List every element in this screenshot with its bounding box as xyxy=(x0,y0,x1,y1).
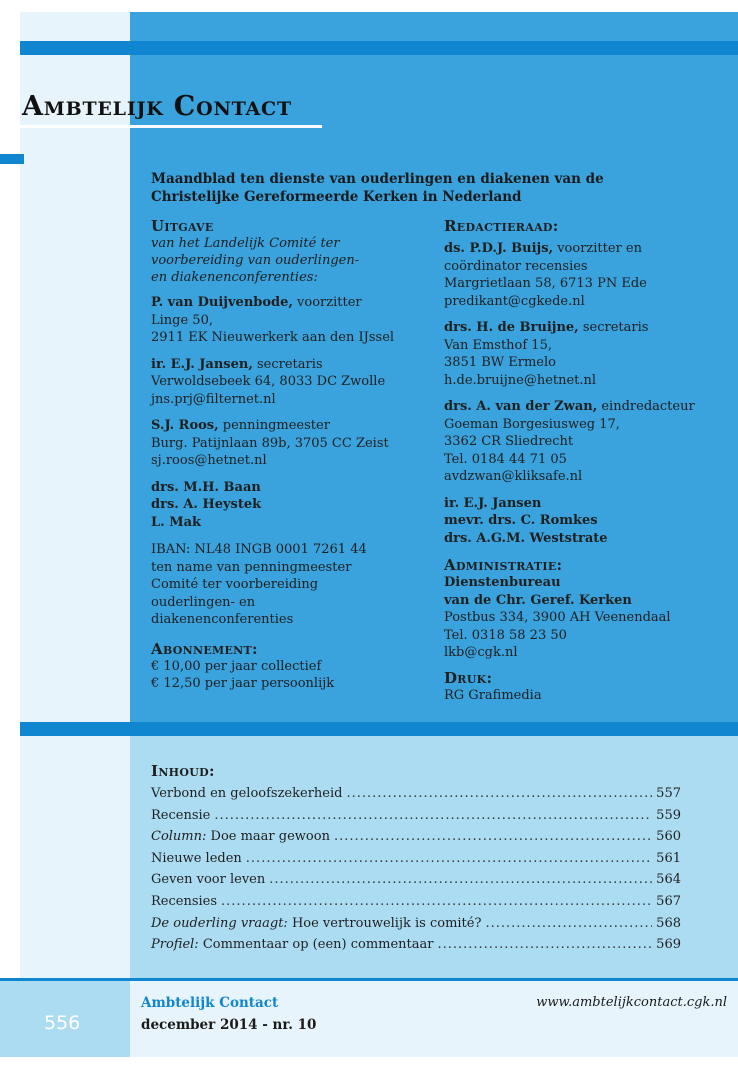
toc-page-number: 557 xyxy=(656,786,681,801)
uitgave-intro-line: van het Landelijk Comité ter xyxy=(151,236,340,251)
contact-role: penningmeester xyxy=(218,418,330,433)
member-name: drs. A. Heystek xyxy=(151,497,262,512)
druk-section xyxy=(444,670,734,705)
druk-line: RG Grafimedia xyxy=(444,687,542,703)
administratie-email: lkb@cgk.nl xyxy=(444,645,518,660)
contact-role: voorzitter en xyxy=(553,241,642,256)
iban-line: ouderlingen- en xyxy=(151,594,256,610)
contact-line: Van Emsthof 15, xyxy=(444,337,552,353)
redactieraad-heading: Redactieraad: xyxy=(444,217,559,235)
toc-entry-text: Nieuwe leden xyxy=(151,850,242,866)
toc-leader-dots xyxy=(246,848,652,870)
contact-line: Margrietlaan 58, 6713 PN Ede xyxy=(444,276,647,291)
toc-page-number: 560 xyxy=(656,829,681,845)
contact-email: avdzwan@kliksafe.nl xyxy=(444,469,583,484)
uitgave-heading: Uitgave xyxy=(151,217,214,235)
toc-leader-dots xyxy=(346,783,652,805)
contact-line: coördinator recensies xyxy=(444,258,588,274)
contact-block xyxy=(444,319,734,389)
toc-entry[interactable] xyxy=(151,869,681,891)
members-list xyxy=(444,495,734,548)
subtitle xyxy=(151,170,604,206)
left-accent-mark xyxy=(0,154,24,164)
toc-entry[interactable] xyxy=(151,826,681,848)
contact-email: h.de.bruijne@hetnet.nl xyxy=(444,372,597,388)
contact-role: secretaris xyxy=(578,320,649,335)
administratie-bold-line: Dienstenbureau xyxy=(444,575,561,590)
toc-entry-text: Doe maar gewoon xyxy=(206,829,330,845)
uitgave-intro-line: voorbereiding van ouderlingen- xyxy=(151,253,360,268)
contact-name: P. van Duijvenbode, xyxy=(151,295,293,310)
abonnement-section xyxy=(151,641,431,693)
toc-page-number: 567 xyxy=(656,893,681,909)
uitgave-section xyxy=(151,218,431,693)
member-name: ir. E.J. Jansen xyxy=(444,495,542,511)
contact-line: Linge 50, xyxy=(151,312,213,328)
contact-block xyxy=(444,398,734,486)
subtitle-line-1: Maandblad ten dienste van ouderlingen en diakenen van de xyxy=(151,171,604,187)
toc-entry-title xyxy=(151,805,210,827)
toc-page-number: 569 xyxy=(656,937,681,953)
contact-name: ir. E.J. Jansen, xyxy=(151,356,253,372)
contact-line: 3362 CR Sliedrecht xyxy=(444,434,574,449)
member-name: drs. A.G.M. Weststrate xyxy=(444,530,608,546)
subtitle-line-2: Christelijke Gereformeerde Kerken in Nederland xyxy=(151,189,522,205)
iban-line: ten name van penningmeester xyxy=(151,559,352,575)
uitgave-intro-line: en diakenenconferenties: xyxy=(151,270,318,285)
top-strip xyxy=(20,41,738,55)
contact-line: Goeman Borgesiusweg 17, xyxy=(444,416,620,432)
toc-entry[interactable] xyxy=(151,891,681,913)
inhoud-heading: Inhoud: xyxy=(151,762,215,780)
contact-role: voorzitter xyxy=(292,295,362,310)
toc-entry[interactable] xyxy=(151,913,681,935)
toc-entry-text: Hoe vertrouwelijk is comité? xyxy=(287,915,482,931)
footer-url[interactable]: www.ambtelijkcontact.cgk.nl xyxy=(536,995,727,1010)
contact-name: S.J. Roos, xyxy=(151,418,219,433)
toc-entry-text: Commentaar op (een) commentaar xyxy=(198,937,434,953)
inhoud-section xyxy=(151,763,681,956)
contact-name: ds. P.D.J. Buijs, xyxy=(444,241,554,256)
toc-entry[interactable] xyxy=(151,934,681,956)
toc-entry-title xyxy=(151,869,265,891)
contact-name: drs. H. de Bruijne, xyxy=(444,320,579,335)
toc-leader-dots xyxy=(221,891,652,913)
contact-role: eindredacteur xyxy=(597,399,695,414)
toc-entry-title xyxy=(151,934,433,956)
contact-block xyxy=(444,240,734,310)
abonnement-heading: Abonnement: xyxy=(151,639,258,658)
administratie-line: Postbus 334, 3900 AH Veenendaal xyxy=(444,610,671,625)
redactieraad-section xyxy=(444,218,734,704)
middle-strip xyxy=(20,722,738,736)
member-name: L. Mak xyxy=(151,514,202,530)
iban-line: Comité ter voorbereiding xyxy=(151,577,319,592)
toc-page-number: 561 xyxy=(656,850,681,866)
contact-email: jns.prj@filternet.nl xyxy=(151,391,276,407)
contact-name: drs. A. van der Zwan, xyxy=(444,399,598,414)
toc-entry-prefix: Profiel: xyxy=(151,937,199,953)
member-name: mevr. drs. C. Romkes xyxy=(444,513,598,528)
footer-issue: december 2014 - nr. 10 xyxy=(141,1017,317,1033)
footer-magazine: Ambtelijk Contact xyxy=(141,995,279,1011)
contact-block xyxy=(151,294,431,347)
masthead-underline xyxy=(0,125,322,128)
toc-leader-dots xyxy=(485,913,652,935)
footer-page-number: 556 xyxy=(44,1012,81,1034)
toc-page-number: 559 xyxy=(656,807,681,823)
iban-line: IBAN: NL48 INGB 0001 7261 44 xyxy=(151,542,367,557)
uitgave-intro xyxy=(151,235,431,286)
druk-heading: Druk: xyxy=(444,668,493,687)
toc-entry-title xyxy=(151,783,342,805)
contact-line: 2911 EK Nieuwerkerk aan den IJssel xyxy=(151,330,395,345)
abonnement-line: € 12,50 per jaar persoonlijk xyxy=(151,676,335,691)
toc-entry-prefix: De ouderling vraagt: xyxy=(151,915,288,931)
members-list xyxy=(151,479,431,532)
administratie-bold-line: van de Chr. Geref. Kerken xyxy=(444,592,632,608)
toc-leader-dots xyxy=(437,934,652,956)
toc-page-number: 564 xyxy=(656,872,681,888)
toc-entry-prefix: Column: xyxy=(151,829,207,845)
toc-entry-text: Geven voor leven xyxy=(151,872,266,888)
contact-line: Burg. Patijnlaan 89b, 3705 CC Zeist xyxy=(151,435,389,451)
toc-entry-text: Verbond en geloofszekerheid xyxy=(151,786,343,801)
toc-entry[interactable] xyxy=(151,848,681,870)
toc-entry-text: Recensies xyxy=(151,893,218,909)
contact-block xyxy=(151,417,431,470)
member-name: drs. M.H. Baan xyxy=(151,479,261,495)
toc-list xyxy=(151,783,681,956)
toc-entry-title xyxy=(151,826,330,848)
abonnement-line: € 10,00 per jaar collectief xyxy=(151,658,322,674)
masthead xyxy=(0,90,330,128)
toc-entry-text: Recensie xyxy=(151,807,211,823)
toc-entry[interactable] xyxy=(151,783,681,805)
contact-email: sj.roos@hetnet.nl xyxy=(151,453,267,468)
contact-line: 3851 BW Ermelo xyxy=(444,355,556,370)
toc-page-number: 568 xyxy=(656,915,681,931)
contact-line: Verwoldsebeek 64, 8033 DC Zwolle xyxy=(151,374,386,389)
toc-entry-title xyxy=(151,848,242,870)
iban-block xyxy=(151,541,431,629)
toc-leader-dots xyxy=(334,826,652,848)
left-light-panel xyxy=(20,12,130,1057)
administratie-phone: Tel. 0318 58 23 50 xyxy=(444,627,567,643)
contact-phone: Tel. 0184 44 71 05 xyxy=(444,451,567,467)
masthead-title: Ambtelijk Contact xyxy=(22,91,292,122)
toc-leader-dots xyxy=(214,805,652,827)
toc-entry[interactable] xyxy=(151,805,681,827)
contact-role: secretaris xyxy=(252,356,323,372)
iban-line: diakenenconferenties xyxy=(151,612,294,627)
contact-block xyxy=(151,356,431,409)
toc-entry-title xyxy=(151,891,217,913)
administratie-section xyxy=(444,557,734,662)
toc-leader-dots xyxy=(269,869,652,891)
administratie-heading: Administratie: xyxy=(444,556,563,574)
toc-entry-title xyxy=(151,913,481,935)
contact-email: predikant@cgkede.nl xyxy=(444,293,585,309)
